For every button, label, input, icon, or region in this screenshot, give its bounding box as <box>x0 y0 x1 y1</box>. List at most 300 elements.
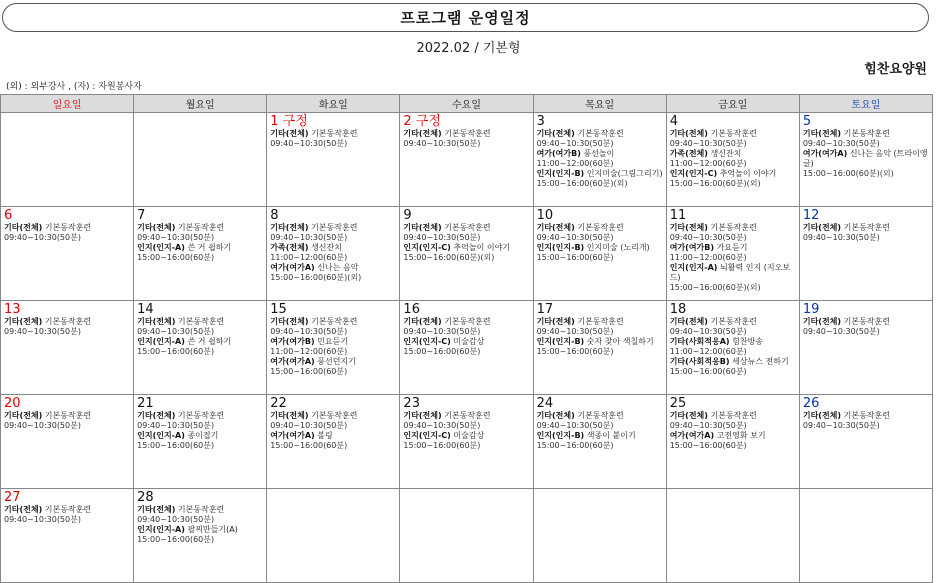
day-number-text: 22 <box>270 396 287 411</box>
event-category: 기타(사회적응B) <box>669 357 730 366</box>
event-name: 기본동작훈련 <box>44 317 92 326</box>
holiday-note: 구정 <box>282 114 308 129</box>
event-name: 기본동작훈련 <box>177 317 225 326</box>
day-number-text: 6 <box>4 208 13 223</box>
event-name: 기본동작훈련 <box>710 317 757 326</box>
event-category: 기타(전체) <box>4 223 43 232</box>
event-category: 인지(인지-B) <box>536 431 585 440</box>
calendar-day-cell <box>267 395 400 489</box>
event-name: 기본동작훈련 <box>44 505 92 514</box>
program-event <box>537 149 663 169</box>
day-number-text: 9 <box>403 208 412 223</box>
weekday-sunday: 일요일 <box>1 95 134 113</box>
event-time: 09:40~10:30(50분) <box>536 327 614 336</box>
day-number-text: 4 <box>669 114 678 129</box>
program-event <box>137 431 263 451</box>
day-number <box>137 397 263 411</box>
day-number-text: 12 <box>802 208 820 223</box>
event-name: 고전영화 보기 <box>716 431 766 440</box>
day-number-text: 26 <box>802 396 820 411</box>
event-time: 15:00~16:00(60분) <box>137 253 215 262</box>
event-time: 15:00~16:00(60분)(외) <box>536 179 628 188</box>
day-number <box>670 115 796 129</box>
day-number <box>4 303 130 317</box>
program-event <box>803 411 929 431</box>
program-event <box>670 243 796 263</box>
day-number <box>803 115 929 129</box>
event-time: 09:40~10:30(50분) <box>270 327 348 336</box>
event-name: 신나는 음악 <box>317 263 359 272</box>
program-event <box>137 317 263 337</box>
calendar-empty-cell <box>666 489 799 583</box>
event-time: 15:00~16:00(60분) <box>669 367 747 376</box>
calendar-day-cell <box>533 301 666 395</box>
event-category: 인지(인지-A) <box>137 431 185 440</box>
calendar-empty-cell <box>134 113 267 207</box>
calendar-day-cell <box>666 301 799 395</box>
event-name: 세상뉴스 전하기 <box>732 357 789 366</box>
event-category: 여가(여가A) <box>270 263 315 272</box>
program-event <box>270 411 396 431</box>
calendar-week-row <box>1 301 933 395</box>
weekday-tuesday: 화요일 <box>267 95 400 113</box>
event-category: 여가(여가B) <box>270 337 315 346</box>
calendar-day-cell <box>1 301 134 395</box>
event-time: 11:00~12:00(60분) <box>669 347 747 356</box>
program-event <box>670 149 796 169</box>
event-name: 기본동작훈련 <box>577 223 624 232</box>
day-number <box>403 303 529 317</box>
event-time: 09:40~10:30(50분) <box>403 327 481 336</box>
program-event <box>803 223 929 243</box>
program-event <box>403 411 529 431</box>
event-time: 09:40~10:30(50분) <box>137 233 215 242</box>
event-name: 기본동작훈련 <box>311 317 358 326</box>
calendar-day-cell <box>799 113 932 207</box>
day-number <box>803 303 929 317</box>
program-event <box>270 243 396 263</box>
calendar-day-cell <box>799 207 932 301</box>
program-event <box>4 505 130 525</box>
event-name: 인지미술 (노리개) <box>586 243 650 252</box>
event-time: 09:40~10:30(50분) <box>802 421 880 430</box>
event-time: 15:00~16:00(60분) <box>137 441 215 450</box>
event-category: 인지(인지-B) <box>536 337 585 346</box>
event-time: 09:40~10:30(50분) <box>669 327 747 336</box>
day-number <box>403 115 529 129</box>
day-number-text: 17 <box>536 302 554 317</box>
day-number <box>670 397 796 411</box>
event-name: 생신잔치 <box>311 243 342 252</box>
event-name: 기본동작훈련 <box>577 129 624 138</box>
event-name: 기본동작훈련 <box>843 129 890 138</box>
event-category: 기타(전체) <box>270 223 309 232</box>
day-number <box>270 397 396 411</box>
event-name: 기본동작훈련 <box>444 223 491 232</box>
program-event <box>670 223 796 243</box>
day-number <box>137 491 263 505</box>
event-time: 11:00~12:00(60분) <box>270 253 348 262</box>
program-event <box>670 129 796 149</box>
weekday-wednesday: 수요일 <box>400 95 533 113</box>
day-number <box>137 209 263 223</box>
calendar-week-row <box>1 113 933 207</box>
calendar-empty-cell <box>267 489 400 583</box>
event-name: 기본동작훈련 <box>710 411 757 420</box>
day-number-text: 10 <box>536 208 554 223</box>
event-name: 기본동작훈련 <box>577 317 624 326</box>
calendar-day-cell <box>400 395 533 489</box>
calendar-day-cell <box>666 207 799 301</box>
event-time: 15:00~16:00(60분) <box>137 347 215 356</box>
program-event <box>537 317 663 337</box>
event-time: 09:40~10:30(50분) <box>403 421 481 430</box>
day-number <box>537 397 663 411</box>
event-name: 숫자 찾아 색칠하기 <box>586 337 654 346</box>
weekday-monday: 월요일 <box>134 95 267 113</box>
day-number-text: 13 <box>4 302 21 317</box>
day-number <box>537 115 663 129</box>
program-event <box>4 411 130 431</box>
day-number <box>4 209 130 223</box>
calendar-day-cell <box>400 207 533 301</box>
legend-text: (외) : 외부강사 , (자) : 자원봉사자 <box>6 82 142 92</box>
day-number <box>137 303 263 317</box>
program-event <box>270 431 396 451</box>
event-time: 15:00~16:00(60분) <box>536 347 614 356</box>
calendar-body <box>1 113 933 583</box>
event-time: 11:00~12:00(60분) <box>669 159 747 168</box>
event-name: 팔찌만들기(A) <box>187 525 238 534</box>
event-name: 쓴 거 쉽하기 <box>187 337 232 346</box>
event-time: 15:00~16:00(60분) <box>403 347 481 356</box>
event-time: 09:40~10:30(50분) <box>669 421 747 430</box>
holiday-note: 구정 <box>415 114 441 129</box>
event-time: 15:00~16:00(60분) <box>536 441 614 450</box>
event-time: 09:40~10:30(50분) <box>4 327 81 336</box>
organization-name: 힘찬요양원 <box>864 62 927 77</box>
event-time: 09:40~10:30(50분) <box>137 515 215 524</box>
event-category: 여가(여가B) <box>536 149 581 158</box>
event-time: 09:40~10:30(50분) <box>270 233 348 242</box>
event-category: 가족(전체) <box>270 243 309 252</box>
event-category: 가족(전체) <box>669 149 708 158</box>
calendar-day-cell <box>799 395 932 489</box>
event-category: 기타(전체) <box>403 411 442 420</box>
event-time: 09:40~10:30(50분) <box>802 139 880 148</box>
event-category: 여가(여가A) <box>669 431 715 440</box>
page-title: 프로그램 운영일정 <box>400 9 531 27</box>
calendar-day-cell <box>400 301 533 395</box>
event-time: 15:00~16:00(60분) <box>270 441 348 450</box>
event-name: 기본동작훈련 <box>843 223 890 232</box>
program-event <box>4 223 130 243</box>
program-event <box>270 223 396 243</box>
event-category: 기타(전체) <box>802 411 842 420</box>
event-category: 인지(인지-B) <box>536 243 585 252</box>
program-event <box>537 411 663 431</box>
event-category: 기타(전체) <box>536 223 575 232</box>
program-event <box>537 243 663 263</box>
event-name: 기본동작훈련 <box>44 223 92 232</box>
event-category: 기타(전체) <box>403 223 442 232</box>
event-category: 인지(인지-A) <box>137 525 185 534</box>
event-name: 기본동작훈련 <box>44 411 92 420</box>
event-category: 기타(전체) <box>669 223 708 232</box>
event-name: 기본동작훈련 <box>177 223 225 232</box>
event-name: 풍선던지기 <box>317 357 356 366</box>
program-event <box>803 129 929 149</box>
event-category: 인지(인지-C) <box>403 431 451 440</box>
event-name: 기본동작훈련 <box>710 223 757 232</box>
event-time: 15:00~16:00(60분) <box>270 367 348 376</box>
program-event <box>537 169 663 189</box>
event-name: 기본동작훈련 <box>444 411 491 420</box>
event-category: 여가(여가A) <box>270 357 315 366</box>
event-name: 색종이 붙이기 <box>586 431 636 440</box>
event-category: 인지(인지-B) <box>536 169 585 178</box>
day-number <box>270 209 396 223</box>
day-number-text: 27 <box>4 490 21 505</box>
event-time: 09:40~10:30(50분) <box>403 233 481 242</box>
program-event <box>137 337 263 357</box>
event-time: 11:00~12:00(60분) <box>536 159 614 168</box>
event-name: 미술감상 <box>453 431 485 440</box>
event-time: 09:40~10:30(50분) <box>137 421 215 430</box>
day-number <box>4 397 130 411</box>
event-category: 기타(전체) <box>4 317 43 326</box>
event-time: 09:40~10:30(50분) <box>802 233 880 242</box>
event-category: 기타(전체) <box>802 129 842 138</box>
event-name: 생신잔치 <box>710 149 742 158</box>
day-number-text: 28 <box>137 490 154 505</box>
calendar-day-cell <box>134 301 267 395</box>
day-number-text: 19 <box>802 302 820 317</box>
calendar-empty-cell <box>533 489 666 583</box>
event-category: 기타(전체) <box>669 317 708 326</box>
event-category: 기타(전체) <box>669 129 708 138</box>
calendar-day-cell <box>533 395 666 489</box>
event-name: 풍선놀이 <box>583 149 615 158</box>
calendar-day-cell <box>400 113 533 207</box>
day-number-text: 11 <box>669 208 687 223</box>
day-number <box>270 115 396 129</box>
event-time: 11:00~12:00(60분) <box>669 253 747 262</box>
event-category: 여가(여가A) <box>802 149 848 158</box>
day-number-text: 3 <box>536 114 545 129</box>
weekday-saturday: 토요일 <box>799 95 932 113</box>
program-event <box>270 357 396 377</box>
program-event <box>137 243 263 263</box>
event-category: 기타(전체) <box>137 223 176 232</box>
page-subtitle: 2022.02 / 기본형 <box>416 41 521 56</box>
day-number-text: 21 <box>137 396 154 411</box>
weekday-thursday: 목요일 <box>533 95 666 113</box>
calendar-day-cell <box>666 113 799 207</box>
event-category: 기타(전체) <box>536 129 575 138</box>
event-category: 기타(전체) <box>536 411 575 420</box>
event-name: 힘찬방송 <box>732 337 764 346</box>
day-number-text: 18 <box>669 302 687 317</box>
event-time: 15:00~16:00(60분)(외) <box>403 253 495 262</box>
event-name: 볼링 <box>317 431 333 440</box>
event-category: 인지(인지-A) <box>137 337 185 346</box>
program-event <box>803 317 929 337</box>
weekday-friday: 금요일 <box>666 95 799 113</box>
program-event <box>270 263 396 283</box>
day-number <box>803 397 929 411</box>
day-number-text: 25 <box>669 396 687 411</box>
day-number-text: 24 <box>536 396 554 411</box>
event-time: 09:40~10:30(50분) <box>4 233 81 242</box>
calendar-day-cell <box>134 395 267 489</box>
day-number-text: 2 <box>403 114 412 129</box>
calendar-week-row <box>1 207 933 301</box>
program-event <box>670 263 796 293</box>
day-number-text: 15 <box>270 302 287 317</box>
event-time: 09:40~10:30(50분) <box>4 515 81 524</box>
calendar-day-cell <box>666 395 799 489</box>
event-name: 기본동작훈련 <box>444 317 491 326</box>
event-time: 09:40~10:30(50분) <box>802 327 880 336</box>
program-event <box>137 411 263 431</box>
event-category: 기타(전체) <box>536 317 575 326</box>
event-time: 15:00~16:00(60분) <box>669 441 747 450</box>
event-category: 기타(사회적응A) <box>669 337 730 346</box>
day-number-text: 16 <box>403 302 420 317</box>
program-event <box>670 317 796 337</box>
calendar-empty-cell <box>1 113 134 207</box>
day-number <box>4 491 130 505</box>
calendar-empty-cell <box>799 489 932 583</box>
program-event <box>670 411 796 431</box>
event-name: 민요듣기 <box>317 337 349 346</box>
day-number-text: 5 <box>802 114 812 129</box>
event-name: 기본동작훈련 <box>177 505 225 514</box>
program-event <box>670 431 796 451</box>
program-event <box>537 431 663 451</box>
calendar-day-cell <box>533 207 666 301</box>
calendar-day-cell <box>1 395 134 489</box>
weekday-header-row <box>1 95 933 113</box>
calendar-day-cell <box>533 113 666 207</box>
event-name: 쓴 거 쉽하기 <box>187 243 232 252</box>
calendar-table <box>0 94 933 583</box>
calendar-day-cell <box>267 113 400 207</box>
program-event <box>803 149 929 179</box>
day-number-text: 14 <box>137 302 154 317</box>
event-category: 여가(여가A) <box>270 431 315 440</box>
program-event <box>403 223 529 243</box>
event-name: 인지미술(그림그리기) <box>586 169 663 178</box>
program-event <box>670 357 796 377</box>
event-name: 가요듣기 <box>716 243 748 252</box>
event-time: 15:00~16:00(60분)(외) <box>802 169 894 178</box>
event-name: 추억놀이 이야기 <box>453 243 511 252</box>
event-time: 15:00~16:00(60분)(외) <box>270 273 362 282</box>
event-category: 기타(전체) <box>270 411 309 420</box>
event-time: 15:00~16:00(60분)(외) <box>669 283 761 292</box>
event-time: 09:40~10:30(50분) <box>536 233 614 242</box>
event-category: 기타(전체) <box>802 223 842 232</box>
event-time: 09:40~10:30(50분) <box>536 139 614 148</box>
event-category: 여가(여가B) <box>669 243 715 252</box>
event-time: 11:00~12:00(60분) <box>270 347 348 356</box>
event-category: 인지(인지-C) <box>669 169 718 178</box>
day-number-text: 8 <box>270 208 279 223</box>
program-event <box>137 223 263 243</box>
event-name: 기본동작훈련 <box>311 411 358 420</box>
event-name: 기본동작훈련 <box>843 411 890 420</box>
program-event <box>670 169 796 189</box>
event-name: 기본동작훈련 <box>710 129 757 138</box>
day-number <box>270 303 396 317</box>
event-time: 15:00~16:00(60분) <box>403 441 481 450</box>
calendar-day-cell <box>267 301 400 395</box>
calendar-day-cell <box>134 489 267 583</box>
event-time: 15:00~16:00(60분) <box>137 535 215 544</box>
program-event <box>403 243 529 263</box>
event-name: 뇌활력 인지 (지오보드) <box>669 263 791 282</box>
title-banner <box>2 3 929 32</box>
calendar-day-cell <box>799 301 932 395</box>
day-number <box>803 209 929 223</box>
event-name: 기본동작훈련 <box>577 411 624 420</box>
day-number <box>537 303 663 317</box>
event-category: 기타(전체) <box>4 505 43 514</box>
event-category: 기타(전체) <box>669 411 708 420</box>
event-category: 기타(전체) <box>270 317 309 326</box>
event-category: 기타(전체) <box>403 317 442 326</box>
event-time: 15:00~16:00(60분)(외) <box>669 179 761 188</box>
program-event <box>270 337 396 357</box>
day-number <box>670 209 796 223</box>
program-event <box>270 129 396 149</box>
program-event <box>403 431 529 451</box>
event-category: 인지(인지-C) <box>403 337 451 346</box>
calendar-week-row <box>1 489 933 583</box>
day-number <box>537 209 663 223</box>
program-event <box>4 317 130 337</box>
event-time: 09:40~10:30(50분) <box>403 139 481 148</box>
event-name: 종이접기 <box>187 431 219 440</box>
day-number <box>403 209 529 223</box>
calendar-day-cell <box>267 207 400 301</box>
event-time: 09:40~10:30(50분) <box>536 421 614 430</box>
event-category: 기타(전체) <box>137 317 176 326</box>
program-event <box>537 223 663 243</box>
event-name: 기본동작훈련 <box>444 129 491 138</box>
day-number-text: 23 <box>403 396 420 411</box>
program-event <box>137 505 263 525</box>
event-time: 09:40~10:30(50분) <box>270 139 348 148</box>
event-category: 기타(전체) <box>137 411 176 420</box>
event-time: 09:40~10:30(50분) <box>4 421 81 430</box>
program-event <box>403 337 529 357</box>
event-name: 기본동작훈련 <box>177 411 225 420</box>
event-name: 추억놀이 이야기 <box>719 169 777 178</box>
event-category: 기타(전체) <box>137 505 176 514</box>
program-event <box>137 525 263 545</box>
calendar-day-cell <box>1 207 134 301</box>
program-event <box>403 317 529 337</box>
event-time: 09:40~10:30(50분) <box>669 139 747 148</box>
day-number-text: 7 <box>137 208 146 223</box>
event-name: 기본동작훈련 <box>311 129 358 138</box>
event-category: 기타(전체) <box>403 129 442 138</box>
calendar-day-cell <box>1 489 134 583</box>
day-number-text: 1 <box>270 114 279 129</box>
